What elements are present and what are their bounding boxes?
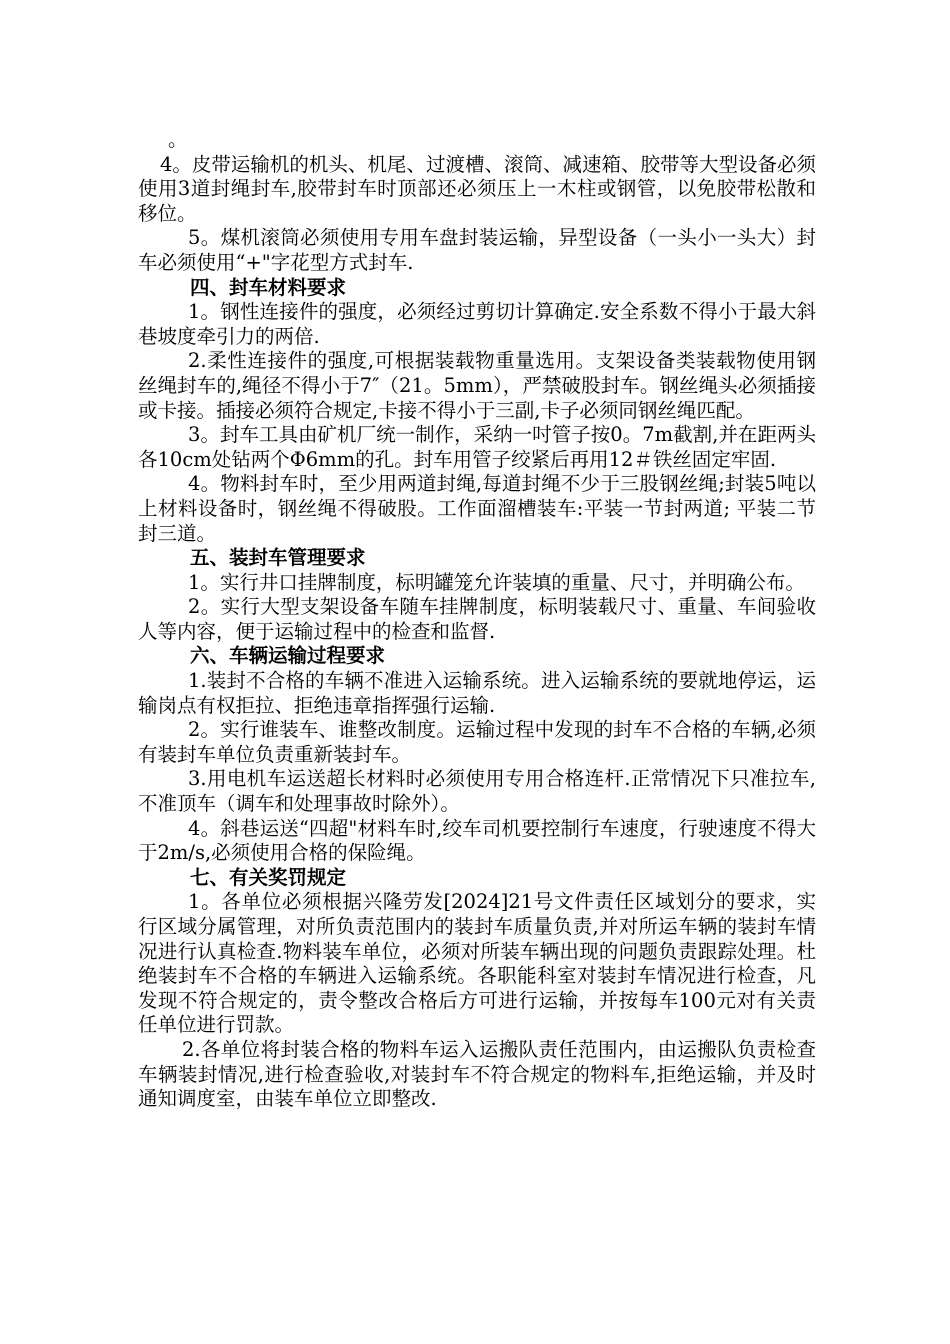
paragraph-rigid-connector: 1。钢性连接件的强度，必须经过剪切计算确定.安全系数不得小于最大斜巷坡度牵引力的两倍. <box>138 300 816 348</box>
section-heading-management: 五、装封车管理要求 <box>190 546 366 570</box>
paragraph-zone-management: 1。各单位必须根据兴隆劳发[2024]21号文件责任区域划分的要求，实行区域分属管理，对所负责范围内的装封车质量负责,并对所运车辆的装封车情况进行认真检查.物料装车单位，必须对所装车辆出现的问题负责跟踪处理。杜绝装封车不合格的车辆进入运输系统。各职能科室对装封车情况进行检查，凡发现不符合规定的，责令整改合格后方可进行运输，并按每车100元对有关责任单位进行罚款。 <box>138 890 816 1037</box>
paragraph-belt-conveyor: 4。皮带运输机的机头、机尾、过渡槽、滚筒、减速箱、胶带等大型设备必须使用3道封绳封车,胶带封车时顶部还必须压上一木柱或钢管，以免胶带松散和移位。 <box>138 152 816 225</box>
section-heading-materials: 四、封车材料要求 <box>190 275 347 299</box>
leading-mark: 。 <box>168 128 188 151</box>
paragraph-sealing-tools: 3。封车工具由矿机厂统一制作，采纳一吋管子按0。7m截割,并在距两头各10cm处钻两个Φ6mm的孔。封车用管子绞紧后再用12＃铁丝固定牢固. <box>138 423 816 471</box>
paragraph-drum-transport: 5。煤机滚筒必须使用专用车盘封装运输，异型设备（一头小一头大）封车必须使用“+"字花型方式封车. <box>138 226 816 274</box>
paragraph-incline-speed: 4。斜巷运送“四超"材料车时,绞车司机要控制行车速度，行驶速度不得大于2m/s,必须使用合格的保险绳。 <box>138 816 816 865</box>
paragraph-material-sealing: 4。物料封车时，至少用两道封绳,每道封绳不少于三股钢丝绳;封装5吨以上材料设备时，钢丝绳不得破股。工作面溜槽装车:平装一节封两道; 平装二节封三道。 <box>138 472 816 545</box>
paragraph-unqualified-vehicles: 1.装封不合格的车辆不准进入运输系统。进入运输系统的要就地停运，运输岗点有权拒拉、拒绝违章指挥强行运输. <box>138 669 816 717</box>
paragraph-flexible-connector: 2.柔性连接件的强度,可根据装载物重量选用。支架设备类装载物使用钢丝绳封车的,绳径不得小于7″（21。5mm），严禁破股封车。钢丝绳头必须插接或卡接。插接必须符合规定,卡接不得小于三副,卡子必须同钢丝绳匹配。 <box>138 349 816 422</box>
paragraph-who-loads-rectifies: 2。实行谁装车、谁整改制度。运输过程中发现的封车不合格的车辆,必须有装封车单位负责重新装封车。 <box>138 718 816 766</box>
paragraph-shaft-tag: 1。实行井口挂牌制度，标明罐笼允许装填的重量、尺寸，并明确公布。 <box>188 570 805 594</box>
document-page <box>138 128 816 1112</box>
paragraph-locomotive: 3.用电机车运送超长材料时必须使用专用合格连杆.正常情况下只准拉车,不准顶车（调车和处理事故时除外）。 <box>138 767 816 816</box>
section-heading-rewards: 七、有关奖罚规定 <box>190 865 347 889</box>
paragraph-vehicle-tag: 2。实行大型支架设备车随车挂牌制度，标明装载尺寸、重量、车间验收人等内容，便于运输过程中的检查和监督. <box>138 595 816 643</box>
section-heading-transport: 六、车辆运输过程要求 <box>190 644 386 668</box>
paragraph-acceptance-check: 2.各单位将封装合格的物料车运入运搬队责任范围内，由运搬队负责检查车辆装封情况,进行检查验收,对装封车不符合规定的物料车,拒绝运输，并及时通知调度室，由装车单位立即整改. <box>138 1037 816 1111</box>
